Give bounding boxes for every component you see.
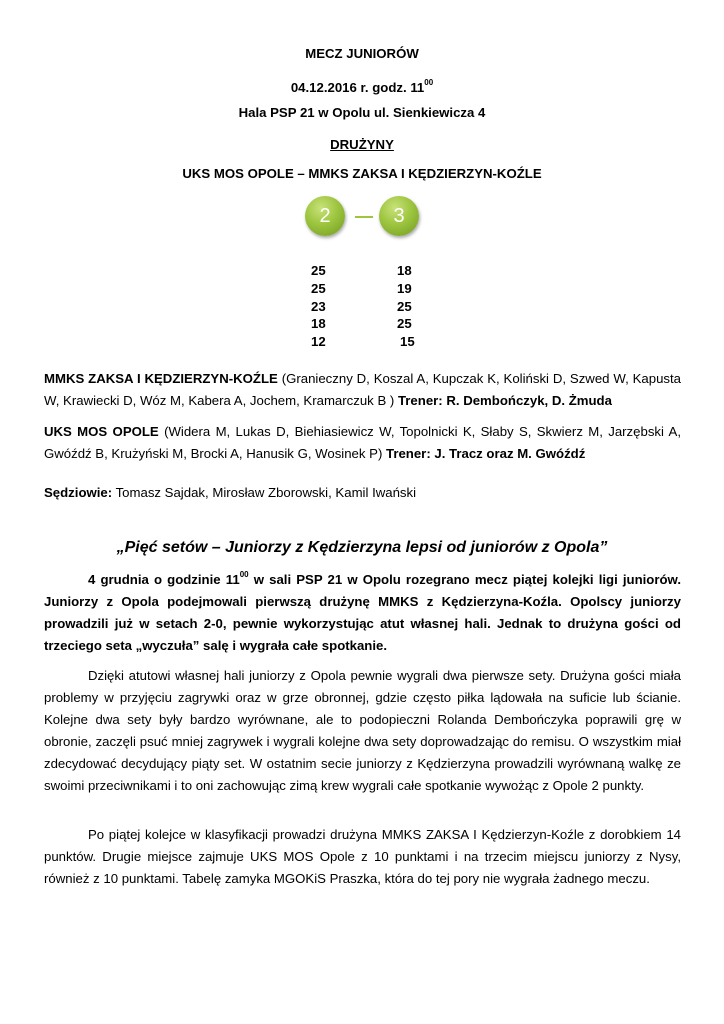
- match-date: [0, 80, 724, 95]
- mos-players: (Widera M, Lukas D, Biehiasiewicz W, Topolnicki K, Słaby S, Skwierz M, Jarzębski A, Gwóźdź B, Krużyński M, Brocki A, Hanusik G, Wosinek P): [44, 424, 682, 461]
- set-score: 15: [400, 334, 415, 350]
- set-score: 25: [397, 298, 412, 314]
- referees-label: Sędziowie:: [44, 485, 113, 500]
- match-time-sup: 00: [424, 78, 434, 87]
- set-score: 18: [397, 263, 412, 278]
- teams-label: DRUŻYNY: [330, 137, 394, 152]
- match-title: MECZ JUNIORÓW: [305, 46, 419, 61]
- zaksa-players: (Granieczny D, Koszal A, Kupczak K, Koliński D, Szwed W, Kapusta W, Krawiecki D, Wóz M, Kabera A, Jochem, Kramarczuk B ): [44, 371, 681, 408]
- match-date-text: 04.12.2016 r. godz. 11: [290, 80, 425, 95]
- referees: [44, 482, 681, 504]
- zaksa-team-name: MMKS ZAKSA I KĘDZIERZYN-KOŹLE: [44, 371, 278, 386]
- match-venue: Hala PSP 21 w Opolu ul. Sienkiewicza 4: [238, 105, 486, 120]
- mos-coaches: Trener: J. Tracz oraz M. Gwóźdź: [386, 445, 586, 461]
- set-score: 23: [311, 298, 326, 314]
- mos-roster: [44, 421, 681, 465]
- referees-names: Tomasz Sajdak, Mirosław Zborowski, Kamil Iwański: [112, 485, 417, 500]
- set-score: 25: [397, 316, 412, 332]
- zaksa-coaches: Trener: R. Dembończyk, D. Żmuda: [397, 392, 612, 408]
- home-set-scores: [311, 262, 326, 351]
- set-score: 19: [397, 280, 412, 296]
- set-score: 25: [311, 263, 326, 278]
- mos-team-name: UKS MOS OPOLE: [44, 424, 159, 439]
- away-sets-ball: 3: [379, 196, 419, 236]
- article-paragraph-2: Dzięki atutowi własnej hali juniorzy z Opola pewnie wygrali dwa pierwsze sety. Drużyna gości miała problemy w przyjęciu zagrywki oraz w grze obronnej, gdzie często piłka lądowała na suficie lub ścianie. Kolejne dwa sety były bardzo wyrównane, ale to podopieczni Rolanda Dembończyka poprawili grę w obronie, zaczęli psuć mniej zagrywek i wygrali kolejne dwa sety doprowadzając do remisu. O wszystkim miał zdecydować decydujący piąty set. W ostatnim secie juniorzy z Kędzierzyna prowadzili wyrównaną walkę ze swoimi przeciwnikami i to oni zachowując zimą krew wygrali całe spotkanie wywożąc z Opole 2 punkty.: [44, 668, 681, 793]
- article-lead: [44, 569, 681, 657]
- article-lead-start: 4 grudnia o godzinie 11: [88, 572, 240, 587]
- set-score: 18: [311, 316, 326, 332]
- home-sets-ball: 2: [305, 196, 345, 236]
- set-score: 25: [311, 280, 326, 296]
- away-set-scores: [397, 262, 415, 351]
- article-headline: „Pięć setów – Juniorzy z Kędzierzyna lepsi od juniorów z Opola”: [116, 539, 608, 556]
- article-lead-sup: 00: [239, 570, 249, 579]
- article-lead-rest: w sali PSP 21 w Opolu rozegrano mecz piątej kolejki ligi juniorów. Juniorzy z Opola podejmowali pierwszą drużynę MMKS z Kędzierzyna-Koźla. Opolscy juniorzy prowadzili już w setach 2-0, pewnie wykorzystując atut własnej hali. Jednak to drużyna gości od trzeciego seta „wyczuła” salę i wygrała całe spotkanie.: [44, 572, 681, 653]
- article-paragraph-3: Po piątej kolejce w klasyfikacji prowadzi drużyna MMKS ZAKSA I Kędzierzyn-Koźle z dorobkiem 14 punktów. Drugie miejsce zajmuje UKS MOS Opole z 10 punktami i na trzecim miejscu juniorzy z Nysy, również z 10 punktami. Tabelę zamyka MGOKiS Praszka, która do tej pory nie wygrała żadnego meczu.: [44, 827, 681, 886]
- zaksa-roster: [44, 368, 681, 412]
- score-dash: [355, 216, 373, 218]
- set-score: 12: [311, 334, 326, 350]
- matchup: UKS MOS OPOLE – MMKS ZAKSA I KĘDZIERZYN-KOŹLE: [182, 166, 542, 181]
